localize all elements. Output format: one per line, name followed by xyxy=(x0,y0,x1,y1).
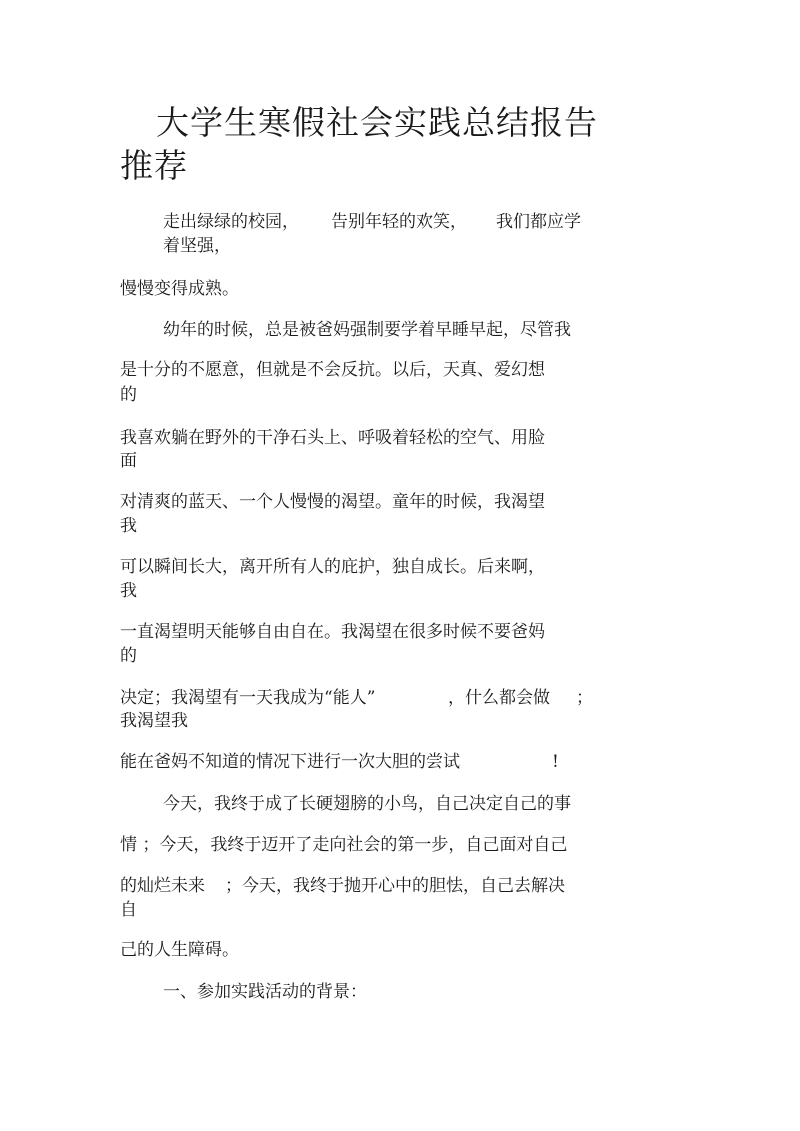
para3-line-4: 己的人生障碍。 xyxy=(120,940,239,960)
intro-line-2: 着坚强， xyxy=(163,236,231,256)
para2-line-4: 对清爽的蓝天、一个人慢慢的渴望。童年的时候，我渴望 xyxy=(120,492,545,512)
para3-line-3-part-1: 的灿烂未来 xyxy=(120,876,205,896)
document-title-line-2: 推荐 xyxy=(120,146,188,185)
para2-line-7-part-3: ； xyxy=(576,688,593,708)
section-heading-1: 一、参加实践活动的背景： xyxy=(163,982,367,1002)
para3-line-3-part-2: ；今天，我终于抛开心中的胆怯，自己去解决 xyxy=(225,876,565,896)
para2-line-6-wrap: 的 xyxy=(120,646,137,666)
para2-line-2: 是十分的不愿意，但就是不会反抗。以后，天真、爱幻想 xyxy=(120,360,545,380)
document-title-line-1: 大学生寒假社会实践总结报告 xyxy=(156,103,598,142)
para2-line-1: 幼年的时候，总是被爸妈强制要学着早睡早起，尽管我 xyxy=(163,320,571,340)
intro-segment-2: 告别年轻的欢笑， xyxy=(331,212,467,232)
para3-line-3-wrap: 自 xyxy=(120,900,137,920)
para2-line-6: 一直渴望明天能够自由自在。我渴望在很多时候不要爸妈 xyxy=(120,622,545,642)
para2-line-3-wrap: 面 xyxy=(120,451,137,471)
para2-line-4-wrap: 我 xyxy=(120,516,137,536)
para3-line-1: 今天，我终于成了长硬翅膀的小鸟，自己决定自己的事 xyxy=(163,794,571,814)
intro-line-3: 慢慢变得成熟。 xyxy=(120,279,239,299)
para2-line-5-wrap: 我 xyxy=(120,581,137,601)
intro-segment-1: 走出绿绿的校园， xyxy=(163,212,299,232)
para3-line-2: 情 ；今天，我终于迈开了走向社会的第一步，自己面对自己 xyxy=(120,835,568,855)
para2-line-5: 可以瞬间长大，离开所有人的庇护，独自成长。后来啊， xyxy=(120,557,545,577)
para2-line-3: 我喜欢躺在野外的干净石头上、呼吸着轻松的空气、用脸 xyxy=(120,428,545,448)
para2-line-7-part-2: ，什么都会做 xyxy=(448,688,550,708)
para2-line-7-part-1: 决定；我渴望有一天我成为“能人” xyxy=(120,688,376,708)
para2-line-8-exclamation: ! xyxy=(552,752,559,772)
para2-line-8: 能在爸妈不知道的情况下进行一次大胆的尝试 xyxy=(120,752,460,772)
intro-segment-3: 我们都应学 xyxy=(496,212,581,232)
para2-line-7-wrap: 我渴望我 xyxy=(120,711,188,731)
para2-line-2-wrap: 的 xyxy=(120,385,137,405)
